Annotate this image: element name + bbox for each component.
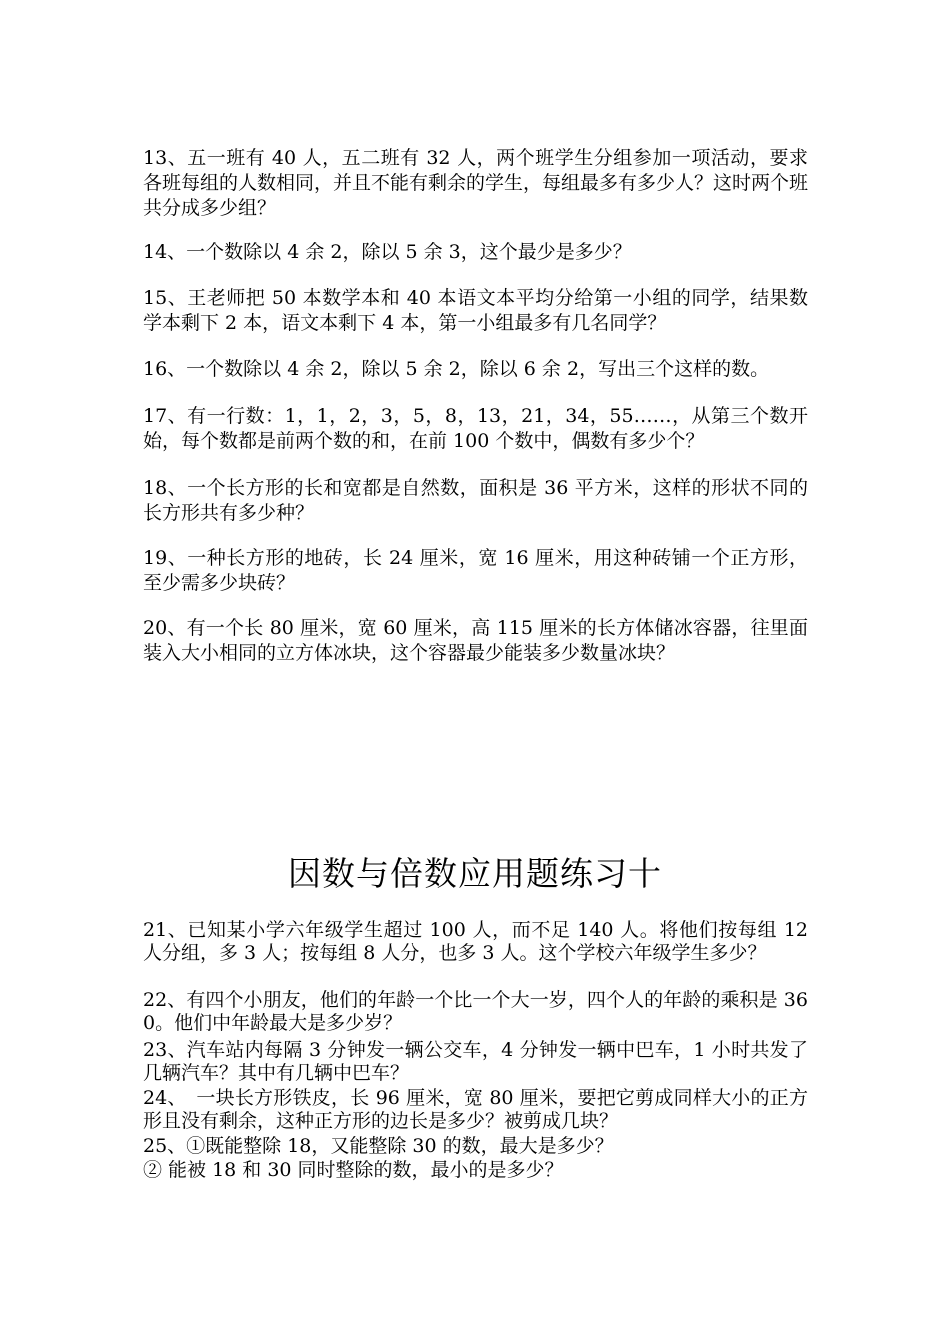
page-title: 因数与倍数应用题练习十 [288, 854, 662, 893]
question-20: 20、有一个长 80 厘米，宽 60 厘米，高 115 厘米的长方体储冰容器，往里面装入大小相同的立方体冰块，这个容器最少能装多少数量冰块？ [143, 617, 808, 664]
question-24: 24、 一块长方形铁皮，长 96 厘米，宽 80 厘米，要把它剪成同样大小的正方形且没有剩余，这种正方形的边长是多少？被剪成几块？ [143, 1087, 808, 1132]
question-25-part-2: ② 能被 18 和 30 同时整除的数，最小的是多少？ [143, 1159, 564, 1181]
question-14: 14、一个数除以 4 余 2，除以 5 余 3，这个最少是多少？ [143, 241, 632, 263]
question-22: 22、有四个小朋友，他们的年龄一个比一个大一岁，四个人的年龄的乘积是 360。他们中年龄最大是多少岁？ [143, 989, 808, 1034]
question-18: 18、一个长方形的长和宽都是自然数，面积是 36 平方米，这样的形状不同的长方形共有多少种？ [143, 477, 808, 524]
question-21: 21、已知某小学六年级学生超过 100 人，而不足 140 人。将他们按每组 12 人分组，多 3 人；按每组 8 人分，也多 3 人。这个学校六年级学生多少？ [143, 919, 808, 964]
question-17: 17、有一行数：1，1，2，3，5，8，13，21，34，55……，从第三个数开始，每个数都是前两个数的和，在前 100 个数中，偶数有多少个？ [143, 405, 808, 452]
question-23: 23、汽车站内每隔 3 分钟发一辆公交车，4 分钟发一辆中巴车，1 小时共发了几辆汽车？其中有几辆中巴车？ [143, 1039, 808, 1084]
question-13: 13、五一班有 40 人，五二班有 32 人，两个班学生分组参加一项活动，要求各班每组的人数相同，并且不能有剩余的学生，每组最多有多少人？这时两个班共分成多少组？ [143, 147, 809, 219]
question-16: 16、一个数除以 4 余 2，除以 5 余 2，除以 6 余 2，写出三个这样的数。 [143, 358, 770, 380]
question-15: 15、王老师把 50 本数学本和 40 本语文本平均分给第一小组的同学，结果数学本剩下 2 本，语文本剩下 4 本，第一小组最多有几名同学？ [143, 287, 808, 334]
question-19: 19、一种长方形的地砖，长 24 厘米，宽 16 厘米，用这种砖铺一个正方形，至少需多少块砖？ [143, 547, 808, 594]
question-25-part-1: 25、①既能整除 18，又能整除 30 的数，最大是多少？ [143, 1135, 614, 1157]
